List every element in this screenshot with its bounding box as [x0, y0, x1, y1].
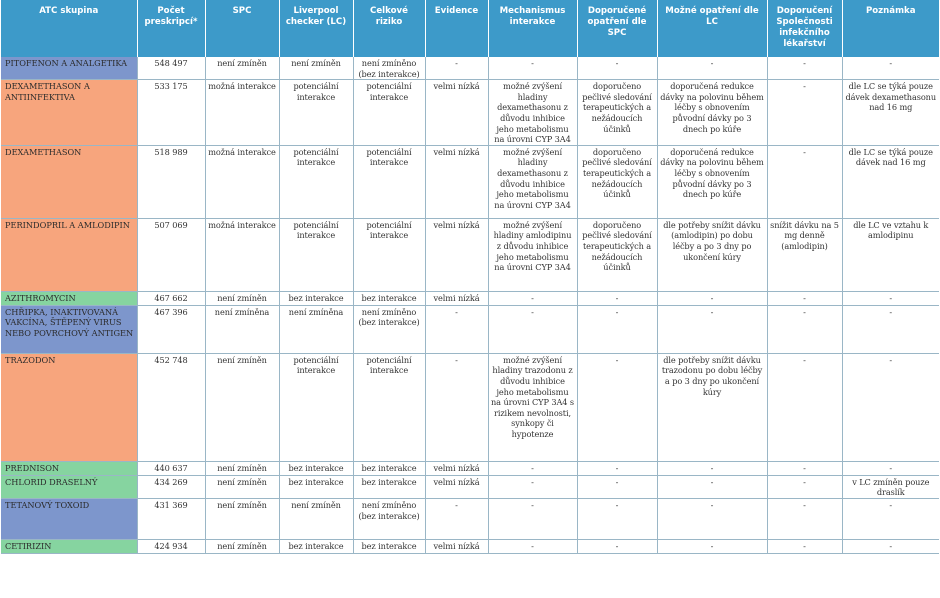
mechanism-cell: možné zvýšení hladiny dexamethasonu z důvodu inhibice jeho metabolismu na úrovni CYP 3A4 [488, 80, 577, 146]
lc-cell: bez interakce [279, 291, 353, 305]
spc-action-cell: - [577, 57, 657, 80]
lc-action-cell: doporučená redukce dávky na polovinu během léčby s obnovením původní dávky po 3 dnech po kúře [657, 145, 767, 218]
risk-cell: není zmíněno (bez interakce) [353, 498, 425, 539]
evidence-cell: - [425, 305, 488, 353]
recommendation-cell: - [767, 291, 842, 305]
spc-action-cell: - [577, 498, 657, 539]
recommendation-cell: - [767, 539, 842, 553]
recommendation-cell: - [767, 145, 842, 218]
table-row [1, 57, 939, 80]
spc-action-cell: - [577, 475, 657, 498]
spc-action-cell: doporučeno pečlivé sledování terapeutických a nežádoucích účinků [577, 218, 657, 291]
lc-cell: potenciální interakce [279, 145, 353, 218]
lc-cell: potenciální interakce [279, 353, 353, 461]
recommendation-cell: - [767, 475, 842, 498]
lc-action-cell: - [657, 475, 767, 498]
evidence-cell: velmi nízká [425, 145, 488, 218]
evidence-cell: - [425, 498, 488, 539]
spc-cell: možná interakce [205, 80, 279, 146]
evidence-cell: velmi nízká [425, 291, 488, 305]
note-cell: dle LC ve vztahu k amlodipinu [842, 218, 939, 291]
recommendation-cell: - [767, 461, 842, 475]
lc-cell: není zmíněn [279, 57, 353, 80]
count-cell: 431 369 [137, 498, 205, 539]
atc-cell: CHŘIPKA, INAKTIVOVANÁ VAKCÍNA, ŠTĚPENÝ VIRUS NEBO POVRCHOVÝ ANTIGEN [1, 305, 137, 353]
note-cell: - [842, 498, 939, 539]
atc-cell: CHLORID DRASELNÝ [1, 475, 137, 498]
header-mechanism: Mechanismus interakce [488, 0, 577, 57]
lc-action-cell: - [657, 291, 767, 305]
count-cell: 424 934 [137, 539, 205, 553]
evidence-cell: velmi nízká [425, 218, 488, 291]
lc-action-cell: dle potřeby snížit dávku (amlodipin) po dobu léčby a po 3 dny po ukončení kúry [657, 218, 767, 291]
count-cell: 467 396 [137, 305, 205, 353]
recommendation-cell: - [767, 80, 842, 146]
lc-action-cell: - [657, 305, 767, 353]
spc-cell: není zmíněn [205, 291, 279, 305]
recommendation-cell: - [767, 305, 842, 353]
atc-cell: AZITHROMYCIN [1, 291, 137, 305]
lc-cell: potenciální interakce [279, 218, 353, 291]
evidence-cell: velmi nízká [425, 475, 488, 498]
evidence-cell: velmi nízká [425, 539, 488, 553]
spc-action-cell: - [577, 539, 657, 553]
evidence-cell: - [425, 353, 488, 461]
header-recommendation: Doporučení Společnosti infekčního lékařství [767, 0, 842, 57]
spc-cell: není zmíněn [205, 539, 279, 553]
spc-cell: není zmíněn [205, 475, 279, 498]
table-row [1, 80, 939, 146]
header-count: Počet preskripcí* [137, 0, 205, 57]
atc-cell: PITOFENON A ANALGETIKA [1, 57, 137, 80]
count-cell: 548 497 [137, 57, 205, 80]
table-row [1, 305, 939, 353]
mechanism-cell: - [488, 305, 577, 353]
lc-action-cell: - [657, 498, 767, 539]
mechanism-cell: možné zvýšení hladiny dexamethasonu z důvodu inhibice jeho metabolismu na úrovni CYP 3A4 [488, 145, 577, 218]
count-cell: 507 069 [137, 218, 205, 291]
mechanism-cell: - [488, 539, 577, 553]
count-cell: 452 748 [137, 353, 205, 461]
spc-cell: není zmíněn [205, 353, 279, 461]
recommendation-cell: - [767, 498, 842, 539]
lc-action-cell: - [657, 57, 767, 80]
mechanism-cell: - [488, 291, 577, 305]
lc-action-cell: - [657, 539, 767, 553]
spc-action-cell: - [577, 461, 657, 475]
lc-cell: bez interakce [279, 461, 353, 475]
risk-cell: potenciální interakce [353, 145, 425, 218]
lc-cell: není zmíněn [279, 498, 353, 539]
mechanism-cell: - [488, 57, 577, 80]
mechanism-cell: možné zvýšení hladiny amlodipinu z důvodu inhibice jeho metabolismu na úrovni CYP 3A4 [488, 218, 577, 291]
lc-cell: bez interakce [279, 475, 353, 498]
mechanism-cell: možné zvýšení hladiny trazodonu z důvodu inhibice jeho metabolismu na úrovni CYP 3A4 s rizikem nevolnosti, synkopy či hypotenze [488, 353, 577, 461]
header-spc: SPC [205, 0, 279, 57]
mechanism-cell: - [488, 475, 577, 498]
atc-cell: PREDNISON [1, 461, 137, 475]
count-cell: 467 662 [137, 291, 205, 305]
spc-action-cell: doporučeno pečlivé sledování terapeutických a nežádoucích účinků [577, 145, 657, 218]
table-row [1, 498, 939, 539]
spc-action-cell: - [577, 291, 657, 305]
interaction-table [1, 0, 939, 554]
spc-cell: možná interakce [205, 145, 279, 218]
lc-cell: potenciální interakce [279, 80, 353, 146]
spc-cell: není zmíněn [205, 461, 279, 475]
atc-cell: TRAZODON [1, 353, 137, 461]
header-note: Poznámka [842, 0, 939, 57]
mechanism-cell: - [488, 461, 577, 475]
count-cell: 440 637 [137, 461, 205, 475]
note-cell: dle LC se týká pouze dávek dexamethasonu nad 16 mg [842, 80, 939, 146]
risk-cell: bez interakce [353, 539, 425, 553]
risk-cell: bez interakce [353, 461, 425, 475]
atc-cell: TETANOVÝ TOXOID [1, 498, 137, 539]
count-cell: 533 175 [137, 80, 205, 146]
table-row [1, 461, 939, 475]
atc-cell: DEXAMETHASON [1, 145, 137, 218]
table-row [1, 218, 939, 291]
note-cell: - [842, 291, 939, 305]
header-risk: Celkové riziko [353, 0, 425, 57]
spc-action-cell: - [577, 353, 657, 461]
spc-cell: není zmíněna [205, 305, 279, 353]
recommendation-cell: - [767, 57, 842, 80]
risk-cell: potenciální interakce [353, 80, 425, 146]
recommendation-cell: - [767, 353, 842, 461]
header-spc-action: Doporučené opatření dle SPC [577, 0, 657, 57]
table-row [1, 539, 939, 553]
header-row [1, 0, 939, 57]
header-lc-action: Možné opatření dle LC [657, 0, 767, 57]
table-row [1, 475, 939, 498]
atc-cell: CETIRIZIN [1, 539, 137, 553]
note-cell: - [842, 57, 939, 80]
lc-action-cell: doporučená redukce dávky na polovinu během léčby s obnovením původní dávky po 3 dnech po kúře [657, 80, 767, 146]
table-row [1, 145, 939, 218]
note-cell: dle LC se týká pouze dávek nad 16 mg [842, 145, 939, 218]
spc-cell: není zmíněn [205, 498, 279, 539]
mechanism-cell: - [488, 498, 577, 539]
spc-cell: možná interakce [205, 218, 279, 291]
note-cell: - [842, 539, 939, 553]
atc-cell: DEXAMETHASON A ANTIINFEKTIVA [1, 80, 137, 146]
risk-cell: potenciální interakce [353, 353, 425, 461]
spc-action-cell: - [577, 305, 657, 353]
header-atc: ATC skupina [1, 0, 137, 57]
spc-action-cell: doporučeno pečlivé sledování terapeutických a nežádoucích účinků [577, 80, 657, 146]
lc-cell: není zmíněna [279, 305, 353, 353]
table-row [1, 291, 939, 305]
evidence-cell: velmi nízká [425, 80, 488, 146]
note-cell: - [842, 305, 939, 353]
table-row [1, 353, 939, 461]
lc-action-cell: - [657, 461, 767, 475]
evidence-cell: velmi nízká [425, 461, 488, 475]
spc-cell: není zmíněn [205, 57, 279, 80]
recommendation-cell: snížit dávku na 5 mg denně (amlodipin) [767, 218, 842, 291]
header-evidence: Evidence [425, 0, 488, 57]
evidence-cell: - [425, 57, 488, 80]
risk-cell: bez interakce [353, 291, 425, 305]
note-cell: - [842, 461, 939, 475]
note-cell: - [842, 353, 939, 461]
lc-action-cell: dle potřeby snížit dávku trazodonu po dobu léčby a po 3 dny po ukončení kúry [657, 353, 767, 461]
count-cell: 518 989 [137, 145, 205, 218]
count-cell: 434 269 [137, 475, 205, 498]
risk-cell: potenciální interakce [353, 218, 425, 291]
header-lc: Liverpool checker (LC) [279, 0, 353, 57]
table-body [1, 57, 939, 553]
atc-cell: PERINDOPRIL A AMLODIPIN [1, 218, 137, 291]
risk-cell: bez interakce [353, 475, 425, 498]
risk-cell: není zmíněno (bez interakce) [353, 57, 425, 80]
risk-cell: není zmíněno (bez interakce) [353, 305, 425, 353]
note-cell: v LC zmíněn pouze draslík [842, 475, 939, 498]
lc-cell: bez interakce [279, 539, 353, 553]
